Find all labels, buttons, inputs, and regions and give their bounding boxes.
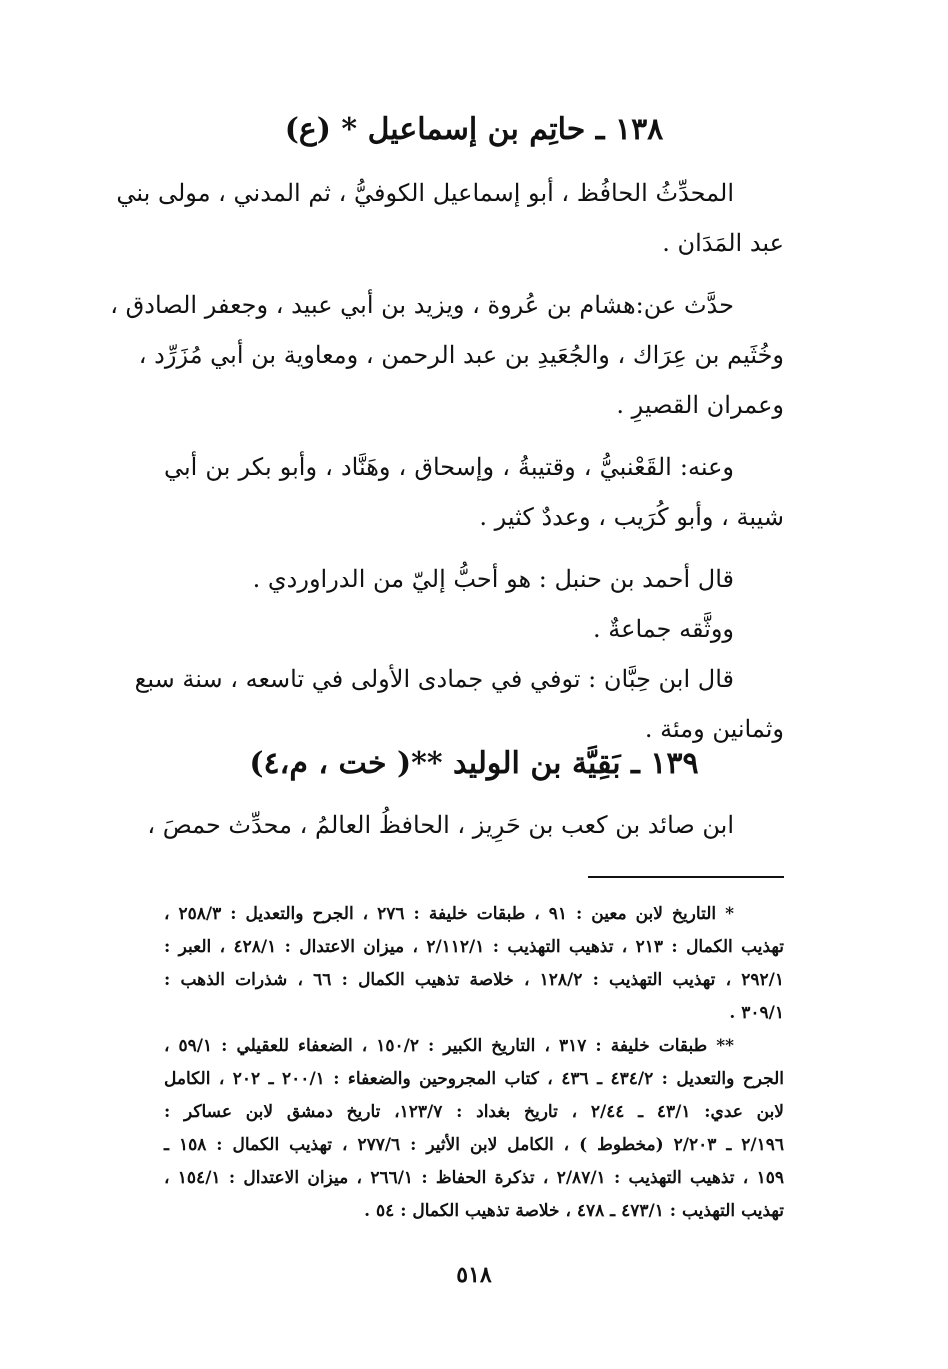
page-number: ٥١٨ [456,1262,492,1288]
paragraph [164,604,784,654]
entry-body [110,168,784,754]
footnote-line: تهذيب التهذيب : ٤٧٣/١ ـ ٤٧٨ ، خلاصة تذهيب الكمال : ٥٤ . [364,1201,784,1221]
text-line: ووثَّقه جماعةٌ . [593,615,734,643]
text-line: حدَّث عن:هشام بن عُروة ، ويزيد بن أبي عبيد ، وجعفر الصادق ، [110,291,734,319]
entry-body [147,800,784,850]
footnote-divider [588,876,784,878]
footnote [164,898,784,1030]
footnote-line: ** طبقات خليفة : ٣١٧ ، التاريخ الكبير : ١٥٠/٢ ، الضعفاء للعقيلي : ٥٩/١ ، [164,1036,734,1056]
text-line: قال ابن حِبَّان : توفي في جمادى الأولى في تاسعه ، سنة سبع [134,665,734,693]
paragraph [147,800,784,850]
paragraph [110,280,784,430]
paragraph [116,168,784,268]
paragraph [164,554,784,604]
footnote-line: تهذيب الكمال : ٢١٣ ، تذهيب التهذيب : ٢/١١٢/١ ، ميزان الاعتدال : ٤٢٨/١ ، العبر : [164,937,784,957]
footnote-line: * التاريخ لابن معين : ٩١ ، طبقات خليفة : ٢٧٦ ، الجرح والتعديل : ٢٥٨/٣ ، [164,904,734,924]
text-line: المحدِّثُ الحافُظ ، أبو إسماعيل الكوفيُّ ، ثم المدني ، مولى بني [116,179,734,207]
footnote-line: الجرح والتعديل : ٤٣٤/٢ ـ ٤٣٦ ، كتاب المجروحين والضعفاء : ٢٠٠/١ ـ ٢٠٢ ، الكامل [164,1069,784,1089]
footnote-line: ٢٩٢/١ ، تهذيب التهذيب : ١٢٨/٢ ، خلاصة تذهيب الكمال : ٦٦ ، شذرات الذهب : [164,970,784,990]
text-line: ابن صائد بن كعب بن حَرِيز ، الحافظُ العالمُ ، محدِّث حمصَ ، [147,811,734,839]
entry-heading: ١٣٩ ـ بَقِيَّة بن الوليد **( خت ، م،٤) [249,746,699,781]
footnote-line: ١٥٩ ، تذهيب التهذيب : ٢/٨٧/١ ، تذكرة الحفاظ : ٢٦٦/١ ، ميزان الاعتدال : ١٥٤/١ ، [164,1168,784,1188]
paragraph [134,654,784,754]
text-line: وعمران القصيرِ . [616,391,784,419]
footnote [164,1030,784,1228]
text-line: وخُثَيم بن عِرَاك ، والجُعَيدِ بن عبد الرحمن ، ومعاوية بن أبي مُزَرِّد ، [138,341,784,369]
footnote-line: لابن عدي: ٤٣/١ ـ ٢/٤٤ ، تاريخ بغداد : ١٢٣/٧، تاريخ دمشق لابن عساكر : [164,1102,784,1122]
paragraph [164,442,784,542]
text-line: شيبة ، وأبو كُرَيب ، وعددٌ كثير . [479,503,784,531]
text-line: قال أحمد بن حنبل : هو أحبُّ إليّ من الدراوردي . [252,565,734,593]
footnotes [164,898,784,1228]
text-line: وثمانين ومئة . [644,715,784,743]
footnote-line: ٢/١٩٦ ـ ٢/٢٠٣ (مخطوط ) ، الكامل لابن الأثير : ٢٧٧/٦ ، تهذيب الكمال : ١٥٨ ـ [164,1135,784,1155]
entry-heading: ١٣٨ ـ حاتِم بن إسماعيل * (ع) [284,112,664,147]
footnote-line: ٣٠٩/١ . [729,1003,784,1023]
text-line: وعنه: القَعْنبيُّ ، وقتيبةُ ، وإسحاق ، وهَنَّاد ، وأبو بكر بن أبي [164,453,734,481]
text-line: عبد المَدَان . [662,229,784,257]
